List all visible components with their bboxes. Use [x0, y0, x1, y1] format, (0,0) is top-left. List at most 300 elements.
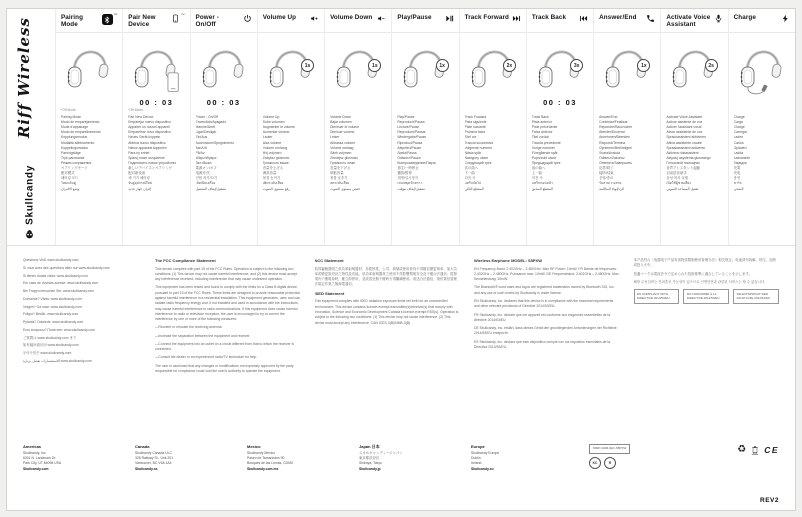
address-line: Park City, UT 84098 USA: [23, 461, 62, 466]
translation-line: Aktywuj asystenta głosowego: [666, 155, 711, 160]
translation-line: Голосовой помощник: [666, 160, 700, 165]
address-line: Vancouver, BC V6A 1A4: [135, 461, 172, 466]
translation-line: 音量を上げる: [262, 166, 284, 171]
address-block: [359, 444, 461, 504]
legal-paragraph: This equipment has been tested and found to comply with the limits for a Class B digital device, pursuant to part 15 of the FCC Rules. These limits are designed to provide reasonable protection against harmful interference in a residential installation. This equipment generates, uses and can radiate radio frequency energy and, if not installed and used in accordance with the instructions, may cause harmful interference to radio communications. If this equipment does cause harmful interference to radio or television reception, the user is encouraged to try to correct the interference by one or more of the following measures:: [155, 285, 301, 322]
declaration-box: FR CONFORME À LA DIRECTIVE 2014/53/EU: [683, 289, 729, 304]
translation-line: 페어링 모드: [61, 176, 79, 181]
operation-column: [190, 9, 257, 245]
translation-line: โหมดจับคู่: [61, 181, 76, 186]
translation-line: Pair New Device: [128, 115, 154, 119]
translation-line: Afspelen/Pauze: [397, 145, 422, 150]
translation-line: Volgende nummer: [464, 145, 493, 150]
operation-column: [728, 9, 795, 245]
legal-band: [7, 246, 795, 440]
headphone-illustration: [532, 36, 588, 98]
headphone-illustration: [599, 36, 655, 98]
translation-line: Spela/Pausa: [397, 150, 417, 155]
op-title: Charge: [733, 14, 756, 21]
translation-line: เล่น/หยุดชั่วคราว: [397, 181, 423, 186]
translation-line: Riproduci/Pausa: [397, 140, 423, 145]
translation-line: ชาร์จ: [733, 181, 742, 186]
recycle-icon: ♻: [737, 444, 747, 455]
translation-line: Предыдущий трек: [531, 160, 561, 165]
translation-line: Aktivera röstassistent: [666, 150, 699, 155]
translation-line: Diminuir volume: [330, 130, 355, 135]
translation-line: Volume omhoog: [262, 145, 288, 150]
translation-line: Подключить новое устройство: [128, 160, 177, 165]
translation-line: Вкл./Выкл.: [195, 160, 213, 165]
op-title: Volume Up: [262, 14, 297, 21]
translation-line: Emparejar nuevo dispositivo: [128, 120, 171, 125]
translation-line: Abbina nuovo dispositivo: [128, 140, 166, 145]
hold-time: [397, 98, 453, 107]
power-icon: [243, 14, 252, 23]
translation-line: Activar asistente de voz: [666, 120, 703, 125]
translation-line: 播放/暂停: [397, 171, 412, 176]
press-count-badge: 1s: [301, 59, 314, 72]
address-website: Skullcandy.jp: [359, 467, 381, 472]
translation-line: Modo de emparelhamento: [61, 130, 101, 135]
headphone-illustration: [465, 36, 521, 98]
address-line: Skullcandy Europe: [471, 451, 500, 455]
address-website: Skullcandy.com.mx: [247, 467, 279, 472]
translation-line: 응답/종료: [599, 176, 614, 181]
translation-line: Piste suivante: [464, 125, 486, 130]
address-line: Dublin: [471, 456, 481, 461]
mode-footnote: [465, 108, 521, 113]
translation-line: Activer l'assistant vocal: [666, 125, 702, 130]
translation-line: Воспроизведение/Пауза: [397, 160, 436, 165]
translation-line: خفض مستوى الصوت: [330, 186, 361, 191]
headphone-illustration: [61, 36, 117, 98]
translation-line: Spraakassistent activeren: [666, 145, 706, 150]
operation-column: [459, 9, 526, 245]
legal-paragraph: Domande? Visita: www.skullcandy.com: [23, 296, 82, 301]
legal-paragraph: 技適マークは電波法令で定められた技術基準に適合していることを示します。: [633, 271, 752, 276]
address-line: Skullcandy Canada ULC: [135, 451, 172, 455]
op-title: Play/Pause: [397, 14, 432, 21]
press-count-badge: 1x: [637, 59, 650, 72]
brand-wordmark-text: Skullcandy: [24, 165, 36, 225]
translation-line: رفع مستوى الصوت: [262, 186, 290, 191]
legal-section-title: Wireless Earphone MODEL: S5PXW: [474, 258, 542, 263]
translation-line: Sparuj nowe urządzenie: [128, 155, 165, 160]
legal-column: [634, 258, 780, 434]
translation-line: Para ny enhet: [128, 150, 150, 155]
translation-line: 启动语音助手: [666, 171, 687, 176]
op-header: [729, 14, 795, 33]
address-block: [23, 444, 125, 504]
legal-column: [315, 258, 461, 434]
legal-paragraph: Em caso de dúvidas acesse: www.skullcandy.com: [23, 281, 99, 286]
translation-line: الشحن: [733, 186, 744, 191]
translation-line: Modo de emparejamiento: [61, 120, 100, 125]
translation-line: 前の曲へ: [531, 166, 546, 171]
translation-line: Modalità abbinamento: [61, 140, 95, 145]
address-website: Skullcandy.com: [23, 467, 49, 472]
translation-line: Play/Pause: [397, 115, 415, 119]
legal-paragraph: Questions Visit: www.skullcandy.com: [23, 258, 79, 262]
translation-line: På/Av: [195, 150, 205, 155]
op-title: Activate Voice Assistant: [666, 14, 711, 29]
translation-line: Volume omlaag: [330, 145, 354, 150]
op-header: [325, 14, 391, 33]
translation-line: تشغيل/إيقاف مؤقت: [397, 186, 426, 191]
declaration-box: EN COMPLIANT WITH DIRECTIVE 2014/53/EU: [634, 289, 680, 304]
translation-line: Traccia successiva: [464, 140, 494, 145]
translation-line: Charge: [733, 125, 745, 130]
translation-line: เพิ่มระดับเสียง: [262, 181, 284, 186]
product-script-logo: Riff Wireless: [15, 17, 33, 139]
address-line: 東京都渋谷区: [359, 456, 380, 461]
address-region: Mexico: [247, 444, 261, 449]
translation-line: Track Forward: [464, 115, 487, 119]
mode-footnote: [263, 108, 319, 113]
op-title: Track Back: [531, 14, 567, 21]
translation-line: Odbierz/Zakończ: [599, 155, 625, 160]
address-line: スカルキャンディージャパン: [359, 451, 403, 455]
translation-line: 再生/一時停止: [397, 166, 419, 171]
declaration-box: DE ENTSPRICHT DER RICHTLINIE 2014/53/EU: [733, 289, 779, 304]
legal-paragraph: Есть вопросы? Посетите: www.skullcandy.com: [23, 327, 95, 332]
legal-paragraph: ご質問は www.skullcandy.com まで: [23, 335, 77, 340]
charge-icon: [781, 14, 790, 23]
legal-paragraph: —Consult the dealer or an experienced radio/TV technician for help.: [155, 355, 258, 360]
translation-line: Appairer un nouvel appareil: [128, 125, 170, 130]
translation-line: Pairing Mode: [61, 115, 81, 119]
translation-line: 새 기기 페어링: [128, 176, 150, 181]
footer-icon-stack: [737, 444, 779, 504]
translation-line: Włącz/Wyłącz: [195, 155, 217, 160]
certification-icons: [737, 444, 779, 455]
op-title: Pair New Device: [128, 14, 156, 29]
legal-paragraph: 如有疑问请访问 www.skullcandy.com: [23, 343, 79, 348]
translation-line: Opnemen/Beëindigen: [599, 145, 632, 150]
translation-line: Bajar volumen: [330, 120, 352, 125]
mic-icon: [714, 14, 723, 23]
legal-paragraph: DE Skullcandy, Inc. erklärt, dass dieses Gerät den grundlegenden Anforderungen der Richtlinie 2014/53/EU entspricht.: [474, 326, 617, 336]
translation-line: Kopplungsmodus: [61, 135, 88, 140]
translation-line: Laden: [733, 135, 744, 140]
operations-band: [7, 9, 795, 246]
headphone-illustration: [263, 36, 319, 98]
manual-sheet: [6, 8, 796, 511]
translation-list: [128, 115, 184, 192]
translation-line: Carregar: [733, 130, 748, 135]
address-line: Skullcandy México: [247, 451, 276, 455]
translation-line: Nieuw apparaat koppelen: [128, 145, 167, 150]
hold-time: [599, 98, 655, 107]
translation-line: Charge: [733, 115, 745, 119]
translation-line: Carica: [733, 140, 744, 145]
translation-line: 次の曲へ: [464, 166, 479, 171]
address-line: Bosques de las Lomas, CDMX: [247, 461, 294, 466]
headphone-illustration: [196, 36, 252, 98]
legal-paragraph: This equipment complies with ISED radiation exposure limits set forth for an uncontrolled environment. This device contains licence-exempt transmitter(s)/receiver(s) that comply with Innovation, Science and Economic Development Canada's licence-exempt RSS(s). Operation is subject to the following two conditions: (1) This device may not cause interference. (2) This device must accept any interference. CAN ICES-3(B)/NMB-3(B): [314, 299, 459, 325]
certification-marks: [589, 457, 630, 469]
legal-paragraph: Vragen? Ga naar: www.skullcandy.com: [23, 304, 82, 309]
translation-line: Marche/Arrêt: [195, 125, 216, 130]
translation-line: Abbassa volume: [330, 140, 356, 145]
hold-time: [330, 98, 386, 107]
translation-line: Contestar/Finalizar: [599, 120, 628, 125]
translation-list: [397, 115, 453, 192]
translation-line: Activate Voice Assistant: [666, 115, 703, 119]
legal-paragraph: —Increase the separation between the equipment and receiver.: [155, 333, 251, 338]
skull-logo-icon: [21, 228, 39, 239]
address-block: [135, 444, 237, 504]
translation-line: Titel zurück: [531, 135, 550, 140]
translation-line: تفعيل المساعد الصوتي: [666, 186, 699, 191]
operation-column: [391, 9, 458, 245]
legal-paragraph: The Bluetooth® word mark and logos are registered trademarks owned by Bluetooth SIG, Inc. and any use of such marks by Skullcandy is under license.: [474, 285, 615, 295]
op-header: [527, 14, 593, 33]
volume-down-icon: [377, 14, 386, 23]
translation-line: Emparelhar novo dispositivo: [128, 130, 171, 135]
translation-line: Leiser: [330, 135, 340, 140]
address-website: Skullcandy.eu: [471, 467, 494, 472]
translation-line: 配对新设备: [128, 171, 146, 176]
address-region: Americas: [23, 444, 42, 449]
weee-bin-icon: [751, 445, 759, 455]
translation-line: Höj volymen: [262, 150, 282, 155]
translation-line: Poprzedni utwór: [531, 155, 557, 160]
translation-line: Atender/Encerrar: [599, 130, 625, 135]
legal-section-title: NCC Statement: [314, 258, 344, 263]
mode-footnote: [532, 108, 588, 113]
address-line: Paseo de Tamarindos 90: [247, 456, 285, 461]
translation-line: เปิดใช้ผู้ช่วยเสียง: [666, 181, 691, 186]
press-count-badge: 2x: [503, 59, 516, 72]
hold-time: 00 : 03: [543, 98, 577, 107]
translation-line: Diminuer le volume: [330, 125, 360, 130]
translation-line: Громкость выше: [262, 160, 289, 165]
translation-line: Carga: [733, 120, 743, 125]
translation-line: รับสาย/วางสาย: [599, 181, 622, 186]
legal-paragraph: Bei Fragen besuchen Sie: www.skullcandy.com: [23, 289, 94, 294]
hold-time: [465, 98, 521, 107]
hold-time: [666, 98, 722, 107]
translation-line: Svara/Avsluta: [599, 150, 620, 155]
op-header: [661, 14, 727, 33]
operation-column: [122, 9, 189, 245]
translation-line: Aumentar volume: [262, 130, 290, 135]
translation-line: Alza volume: [262, 140, 282, 145]
brand-strip: [7, 9, 56, 245]
operation-column: [257, 9, 324, 245]
press-count-badge: 1s: [368, 59, 381, 72]
legal-paragraph: 本产品符合《电器电子产品有害物质限制使用管理办法》相关规定。电池请勿拆解、挤压、加热或投入火中。: [633, 258, 776, 268]
translation-line: 다음 곡: [464, 176, 476, 181]
translation-line: 配对模式: [61, 171, 75, 176]
legal-paragraph: This device complies with part 15 of the FCC Rules. Operation is subject to the following two conditions: (1) This device may not cause harmful interference, and (2) this device must accept any interference received, including interference that may cause undesired operation.: [155, 266, 298, 282]
translation-line: Accensione/Spegnimento: [195, 140, 234, 145]
translation-line: Power - On/Off: [195, 115, 219, 119]
translation-line: Zmniejsz głośność: [330, 155, 358, 160]
smartphone-icon: [171, 14, 180, 23]
operations-columns: [56, 9, 795, 245]
translation-line: แทร็กถัดไป: [464, 181, 482, 186]
translation-line: 充电: [733, 171, 741, 176]
legal-paragraph: Si vous avez des questions allez sur www.skullcandy.com: [23, 265, 110, 270]
legal-paragraph: 取得審驗證明之低功率射頻器材，非經核准，公司、商號或使用者均不得擅自變更頻率、加大功率或變更原設計之特性及功能。低功率射頻器材之使用不得影響飛航安全及干擾合法通信；經發現有干擾現象時，應立即停用，並改善至無干擾時方得繼續使用。前述合法通信，指依電信管理法規定作業之無線電通信。: [314, 266, 457, 287]
legal-paragraph: Frågor? Besök: www.skullcandy.com: [23, 312, 79, 317]
headphone-illustration: [734, 36, 790, 98]
legal-paragraph: —Connect the equipment into an outlet on a circuit different from that to which the receiver is connected.: [155, 341, 295, 352]
revision-label: REV2: [760, 497, 779, 504]
track-forward-icon: [512, 14, 521, 23]
translation-list: [465, 115, 521, 192]
translation-line: 전원 켜기/끄기: [195, 176, 218, 181]
translation-line: Reproduzir/Pausar: [397, 130, 426, 135]
address-block: [247, 444, 349, 504]
phone-icon: [646, 14, 655, 23]
translation-list: [532, 115, 588, 192]
translation-line: 音量を下げる: [330, 166, 351, 171]
address-line: 328 Railway St., Unit 201: [135, 456, 174, 461]
translation-line: Pista siguiente: [464, 120, 487, 125]
address-line: 6301 N. Landmark Dr.: [23, 456, 57, 461]
trademark-mark: ™: [181, 13, 185, 17]
hold-time: 00 : 03: [206, 98, 241, 107]
op-title: Power - On/Off: [195, 14, 219, 29]
legal-column: [155, 258, 301, 434]
certification-cluster: [589, 444, 630, 504]
translation-line: Wiedergabe/Pause: [397, 135, 427, 140]
mode-footnote: [734, 108, 790, 113]
address-region: Canada: [135, 444, 150, 449]
mode-footnote: [196, 108, 252, 113]
translation-line: 下一曲: [464, 171, 475, 176]
translation-line: Reproducir/Pausa: [397, 120, 425, 125]
address-blocks: [23, 444, 573, 504]
translation-line: Ladda: [733, 150, 744, 155]
translation-line: Vorige nummer: [531, 145, 555, 150]
translation-line: Lecture/Pause: [397, 125, 420, 130]
translation-line: Lauter: [262, 135, 273, 140]
legal-section-title: ISED Statement: [314, 290, 345, 296]
op-header: [56, 14, 122, 33]
op-header: [191, 14, 257, 33]
translation-list: [599, 115, 655, 192]
translation-line: Ответить/Завершить: [599, 160, 632, 165]
address-line: Shibuya, Tokyo: [359, 461, 382, 466]
op-header: [123, 14, 189, 33]
hold-time: [61, 98, 117, 107]
translation-line: Następny utwór: [464, 155, 489, 160]
op-header: [258, 14, 324, 33]
translation-line: ลดระดับเสียง: [330, 181, 350, 186]
translation-line: 応答/終了: [599, 166, 614, 171]
translation-line: 볼륨 낮추기: [330, 176, 348, 181]
translation-line: 음성 비서 실행: [666, 176, 688, 181]
hold-time: [734, 98, 790, 107]
bluetooth-icon: [102, 14, 113, 25]
address-block: [471, 444, 573, 504]
declaration-boxes: [634, 289, 780, 304]
hold-time: 00 : 03: [139, 98, 174, 107]
translation-line: Aan/Uit: [195, 145, 207, 150]
translation-line: Opladen: [733, 145, 747, 150]
translation-line: Piste précédente: [531, 125, 558, 130]
footer-band: [7, 440, 795, 510]
press-count-badge: 3x: [570, 59, 583, 72]
translation-line: Pista anterior: [531, 120, 552, 125]
address-website: Skullcandy.ca: [135, 467, 158, 472]
translation-line: Faixa anterior: [531, 130, 553, 135]
op-title: Track Forward: [464, 14, 509, 21]
translation-line: Augmenter le volume: [262, 125, 295, 130]
translation-line: 재생/일시정지: [397, 176, 418, 181]
translation-line: Режим сопряжения: [61, 160, 92, 165]
translation-line: Föregående spår: [531, 150, 558, 155]
hold-time: [263, 98, 319, 107]
translation-line: تشغيل/إيقاف التشغيل: [195, 186, 227, 191]
translation-line: จับคู่อุปกรณ์ใหม่: [128, 181, 153, 186]
op-header: [392, 14, 458, 33]
headphone-illustration: [128, 36, 184, 98]
translation-line: Ligar/Desligar: [195, 130, 217, 135]
brand-wordmark: [21, 165, 39, 239]
translation-list: [666, 115, 722, 192]
op-title: Volume Down: [330, 14, 373, 21]
legal-paragraph: —Reorient or relocate the receiving antenna.: [155, 325, 223, 330]
legal-paragraph: 문의사항은 www.skullcandy.com: [23, 351, 72, 356]
translation-line: Encendido/Apagado: [195, 120, 227, 125]
legal-paragraph: The user is cautioned that any changes or modifications not expressly approved by the party responsible for compliance could void the user's authority to operate the equipment.: [155, 363, 294, 373]
translation-line: Mode d'appairage: [61, 125, 89, 130]
translation-line: 音声アシスタント起動: [666, 166, 701, 171]
legal-paragraph: FR Skullcandy, Inc. déclare que cet appareil est conforme aux exigences essentielles de la directive 2014/53/EU.: [474, 312, 611, 322]
legal-paragraph: ES Skullcandy, Inc. declara que este dispositivo cumple con los requisitos esenciales de la Directiva 2014/53/EU.: [474, 339, 611, 349]
headphone-illustration: [330, 36, 386, 98]
operation-column: [526, 9, 593, 245]
translation-line: Subir volumen: [262, 120, 285, 125]
translation-line: المقطع السابق: [531, 186, 553, 191]
certification-label-box: MSIP-CRM-SkC-S5PXW: [589, 444, 630, 454]
translation-line: 볼륨 높이기: [262, 176, 281, 181]
legal-paragraph: Si tienes dudas visita: www.skullcandy.com: [23, 273, 88, 278]
mode-footnote: [397, 108, 453, 113]
legal-column: [23, 258, 141, 434]
translation-list: [330, 115, 386, 192]
translation-line: Answer/End: [599, 115, 618, 119]
legal-paragraph: EN Frequency Band: 2.402GHz – 2.480GHz. Max RF Power: 10mW. FR Bande de fréquences: 2.402GHz – 2.480GHz. Puissance max: 10mW. DE Frequenzband: 2.402GHz – 2.480GHz. Max. Sendeleistung: 10mW.: [474, 266, 620, 282]
mode-footnote: [666, 108, 722, 113]
translation-line: إقران جهاز جديد: [128, 186, 151, 191]
translation-line: Traccia precedente: [531, 140, 561, 145]
address-line: Skullcandy, Inc.: [23, 451, 47, 455]
translation-line: Tryb parowania: [61, 155, 85, 160]
translation-line: وضع الاقتران: [61, 186, 80, 191]
translation-line: 충전: [733, 176, 741, 181]
translation-line: Ein/Aus: [195, 135, 208, 140]
translation-line: Nästa spår: [464, 150, 481, 155]
translation-list: [196, 115, 252, 192]
legal-section-title: The FCC Compliance Statement: [155, 258, 216, 263]
translation-line: Titel vor: [464, 135, 477, 140]
legal-paragraph: Pytania? Odwiedź: www.skullcandy.com: [23, 320, 84, 325]
translation-line: 接听/结束: [599, 171, 614, 176]
press-count-badge: 1x: [436, 59, 449, 72]
mode-footnote: *Off Mode: [128, 108, 144, 112]
legal-paragraph: 해당 무선설비는 전파혼신 가능성이 있으므로 인명안전과 관련된 서비스는 할 수 없습니다.: [633, 279, 766, 284]
translation-line: Следующий трек: [464, 160, 492, 165]
translation-line: Annehmen/Beenden: [599, 135, 631, 140]
legal-paragraph: للاستفسارات تفضل بزيارة www.skullcandy.com: [23, 358, 92, 363]
address-line: Ireland: [471, 461, 482, 466]
